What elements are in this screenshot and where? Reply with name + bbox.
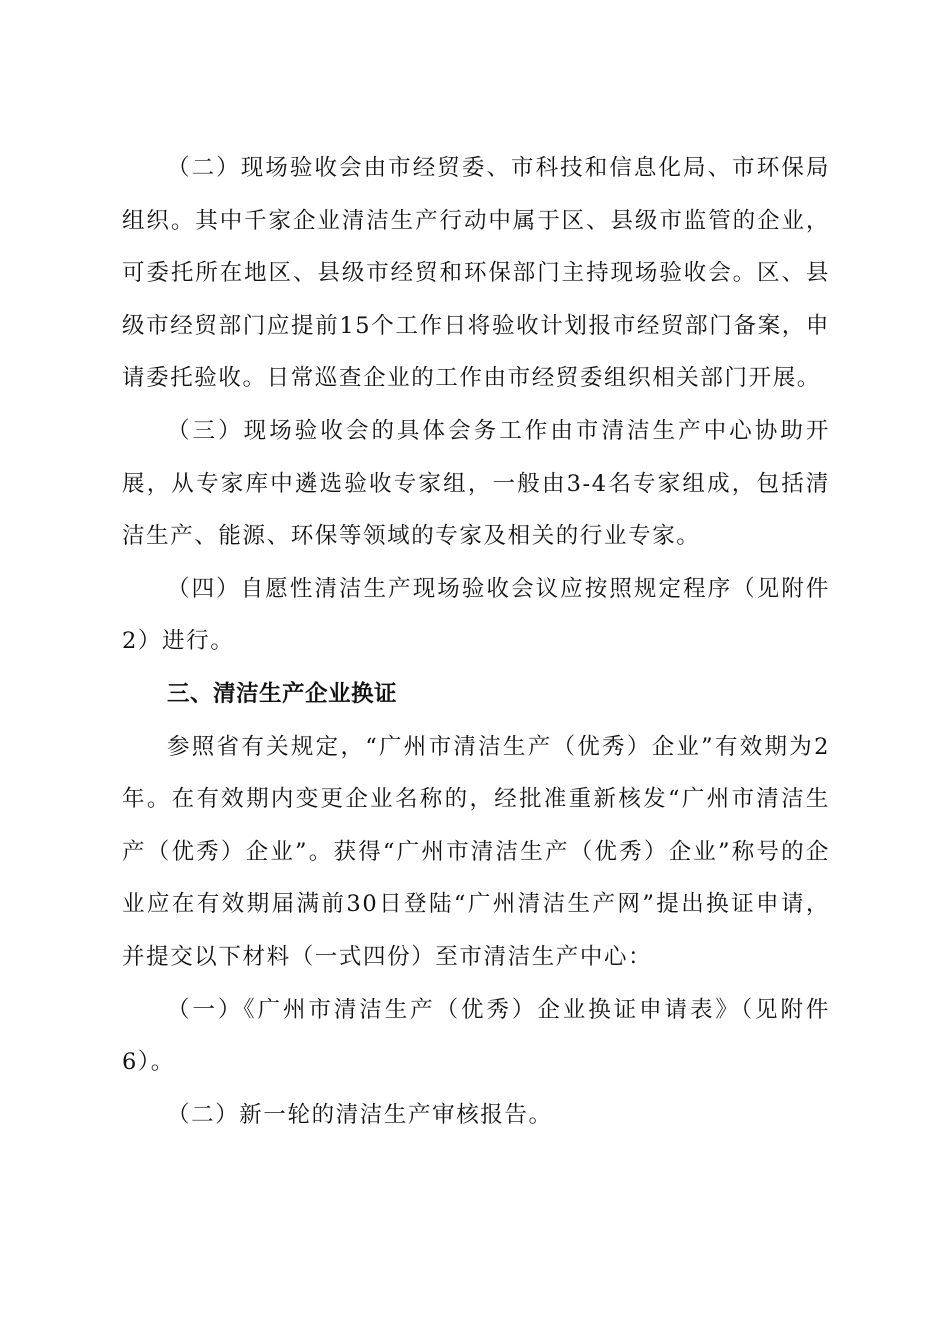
paragraph-renewal-rules: 参照省有关规定，“广州市清洁生产（优秀）企业”有效期为2年。在有效期内变更企业名称的，经批准重新核发“广州市清洁生产（优秀）企业”。获得“广州市清洁生产（优秀）企业”称号的企业应在有效期届满前30日登陆“广州清洁生产网”提出换证申请，并提交以下材料（一式四份）至市清洁生产中心： [122, 733, 830, 970]
paragraph-site-acceptance-organizers: （二）现场验收会由市经贸委、市科技和信息化局、市环保局组织。其中千家企业清洁生产行动中属于区、县级市监管的企业，可委托所在地区、县级市经贸和环保部门主持现场验收会。区、县级市经贸部门应提前15个工作日将验收计划报市经贸部门备案，申请委托验收。日常巡查企业的工作由市经贸委组织相关部门开展。 [122, 155, 830, 392]
paragraph-renewal-item-2: （二）新一轮的清洁生产审核报告。 [167, 1101, 553, 1128]
paragraph-meeting-affairs: （三）现场验收会的具体会务工作由市清洁生产中心协助开展，从专家库中遴选验收专家组，一般由3-4名专家组成，包括清洁生产、能源、环保等领域的专家及相关的行业专家。 [122, 417, 830, 550]
paragraph-meeting-procedure: （四）自愿性清洁生产现场验收会议应按照规定程序（见附件2）进行。 [122, 575, 830, 655]
document-body [122, 142, 830, 1141]
paragraph-renewal-item-1: （一）《广州市清洁生产（优秀）企业换证申请表》（见附件6）。 [122, 996, 830, 1076]
section-heading-certificate-renewal: 三、清洁生产企业换证 [167, 680, 398, 707]
